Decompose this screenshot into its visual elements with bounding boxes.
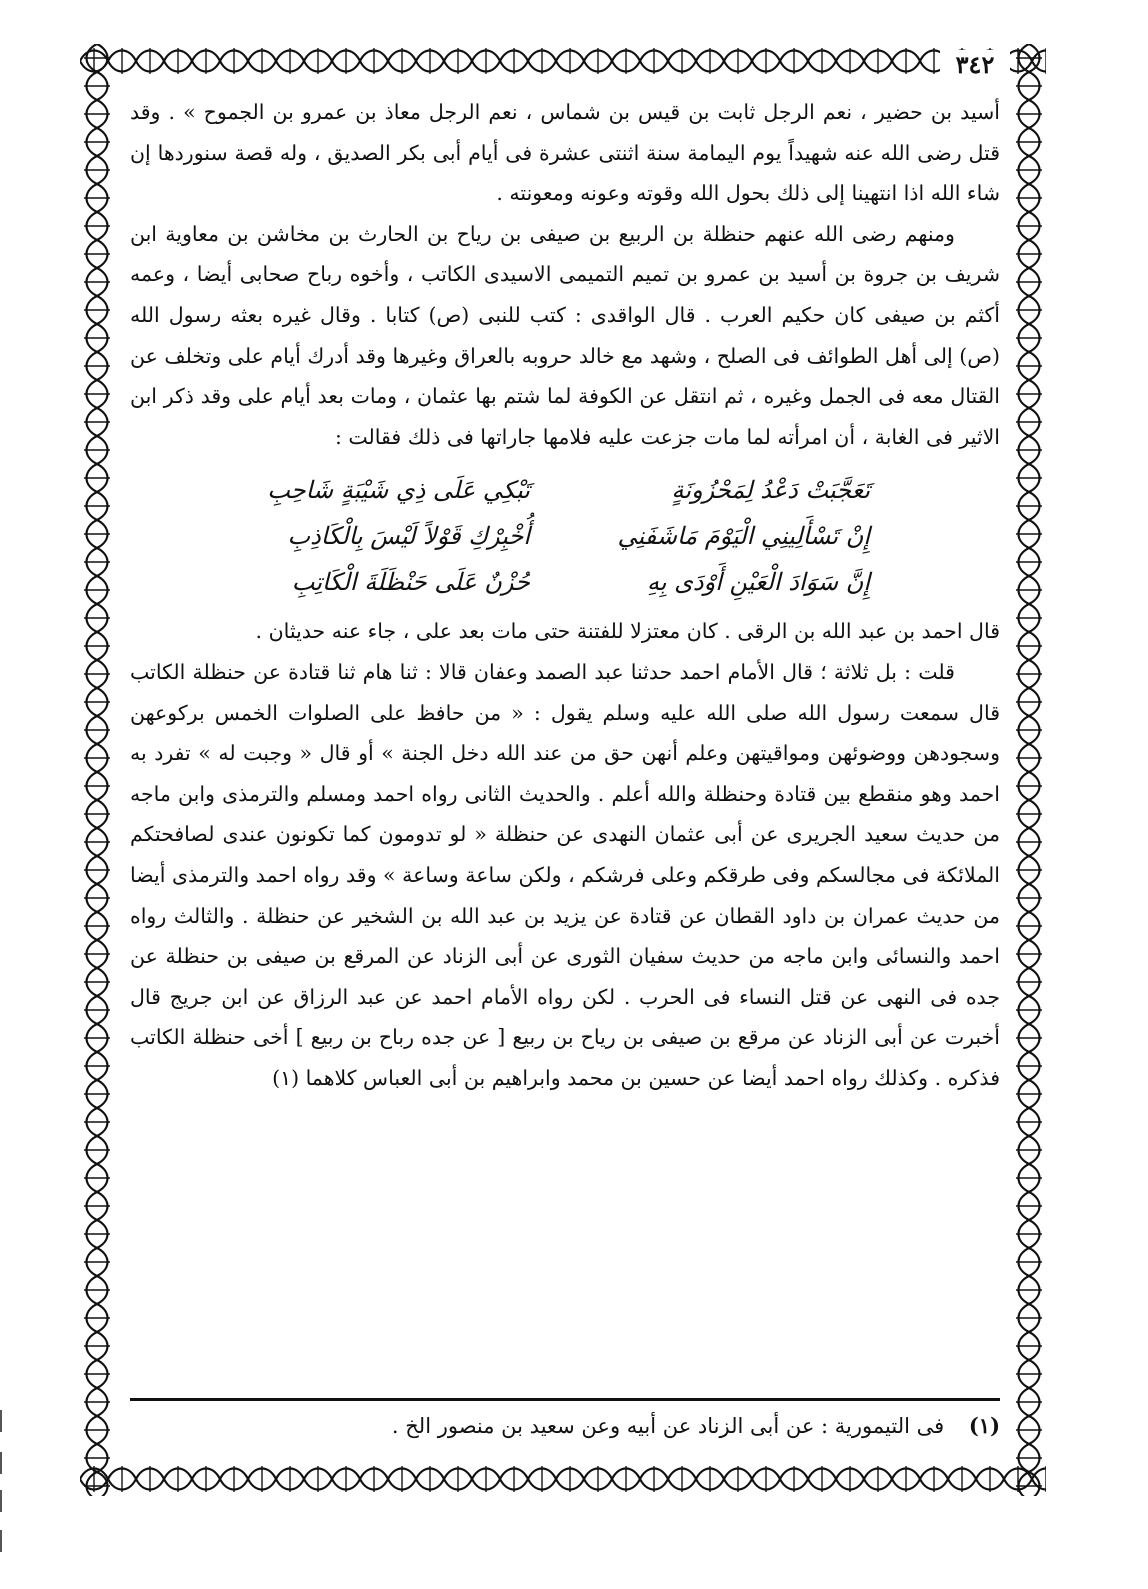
poem-verse bbox=[130, 467, 1000, 513]
footnote-divider bbox=[130, 1398, 1000, 1401]
footnote-text: فى التيمورية : عن أبى الزناد عن أبيه وعن سعيد بن منصور الخ . bbox=[391, 1414, 945, 1438]
paragraph: ومنهم رضى الله عنهم حنظلة بن الربيع بن صيفى بن رياح بن الحارث بن مخاشن بن معاوية ابن شريف بن جروة بن أسيد بن عمرو بن تميم التميمى الاسيدى الكاتب ، وأخوه رباح صحابى أيضا ، وعمه أكثم بن صيفى كان حكيم العرب . قال الواقدى : كتب للنبى (ص) كتابا . وقال غيره بعثه رسول الله (ص) إلى أهل الطوائف فى الصلح ، وشهد مع خالد حروبه بالعراق وغيرها وقد أدرك أيام على وتخلف عن القتال معه فى الجمل وغيره ، ثم انتقل عن الكوفة لما شتم بها عثمان ، ومات بعد أيام على وقد ذكر ابن الاثير فى الغابة ، أن امرأته لما مات جزعت عليه فلامها جاراتها فى ذلك فقالت : bbox=[130, 221, 1000, 449]
ornamental-border-left bbox=[80, 44, 114, 1496]
page-number: ٣٤٢ bbox=[940, 50, 1010, 80]
poem-hemistich: إِنْ تَسْأَلِينِي الْيَوْمَ مَاشَفَنِي bbox=[617, 522, 870, 551]
ornamental-border-top bbox=[80, 44, 1046, 78]
paragraph: أسيد بن حضير ، نعم الرجل ثابت بن قيس بن شماس ، نعم الرجل معاذ بن عمرو بن الجموح » . وقد قتل رضى الله عنه شهيداً يوم اليمامة سنة اثنتى عشرة فى أيام أبى بكر الصديق ، وله قصة سنوردها إن شاء الله اذا انتهينا إلى ذلك بحول الله وقوته وعونه ومعونته . bbox=[130, 100, 1000, 206]
poem-hemistich: إِنَّ سَوَادَ الْعَيْنِ أَوْدَى بِهِ bbox=[646, 568, 870, 597]
paragraph: قال احمد بن عبد الله بن الرقى . كان معتزلا للفتنة حتى مات بعد على ، جاء عنه حديثان . bbox=[255, 619, 1000, 644]
scan-tick bbox=[0, 1530, 2, 1552]
scan-tick bbox=[0, 1452, 2, 1474]
ornamental-border-bottom bbox=[80, 1462, 1046, 1496]
poem-hemistich: حُزْنٌ عَلَى حَنْظَلَةَ الْكَاتِبِ bbox=[291, 568, 530, 597]
scan-edge-marks bbox=[0, 1380, 4, 1580]
footnote-mark: (١) bbox=[968, 1413, 1000, 1438]
ornamental-border-right bbox=[1012, 44, 1046, 1496]
poem-verse bbox=[130, 513, 1000, 559]
poem-hemistich: أُخْبِرْكِ قَوْلاً لَيْسَ بِالْكَاذِبِ bbox=[287, 522, 530, 551]
poem-hemistich: تَعَجَّبَتْ دَعْدُ لِمَحْزُونَةٍ bbox=[671, 476, 870, 505]
paragraph: قلت : بل ثلاثة ؛ قال الأمام احمد حدثنا عبد الصمد وعفان قالا : ثنا هام ثنا قتادة عن حنظلة الكاتب قال سمعت رسول الله صلى الله عليه وسلم يقول : « من حافظ على الصلوات الخمس بركوعهن وسجودهن ووضوئهن ومواقيتهن وعلم أنهن حق من عند الله دخل الجنة » أو قال « وجبت له » تفرد به احمد وهو منقطع بين قتادة وحنظلة والله أعلم . والحديث الثانى رواه احمد ومسلم والترمذى وابن ماجه من حديث سعيد الجريرى عن أبى عثمان النهدى عن حنظلة « لو تدومون كما تكونون عندى لصافحتكم الملائكة فى مجالسكم وفى طرقكم وعلى فرشكم ، ولكن ساعة وساعة » وقد رواه احمد والترمذى أيضا من حديث عمران بن داود القطان عن قتادة عن يزيد بن عبد الله بن الشخير عن حنظلة . والثالث رواه احمد والنسائى وابن ماجه من حديث سفيان الثورى عن أبى الزناد عن المرقع بن صيفى بن حنظلة عن جده فى النهى عن قتل النساء فى الحرب . لكن رواه الأمام احمد عن عبد الرزاق عن ابن جريج قال أخبرت عن أبى الزناد عن مرقع بن صيفى بن رياح بن ربيع [ عن جده رباح بن ربيع ] أخى حنظلة الكاتب فذكره . وكذلك رواه احمد أيضا عن حسين بن محمد وابراهيم بن أبى العباس كلاهما (١) bbox=[130, 659, 1000, 1090]
scan-tick bbox=[0, 1490, 2, 1512]
poem-verse bbox=[130, 559, 1000, 605]
footnote bbox=[130, 1406, 1000, 1446]
poem-hemistich: تَبْكِي عَلَى ذِي شَيْبَةٍ شَاحِبِ bbox=[267, 476, 530, 505]
scan-tick bbox=[0, 1410, 2, 1432]
main-text bbox=[130, 92, 1000, 1098]
poem bbox=[130, 467, 1000, 605]
